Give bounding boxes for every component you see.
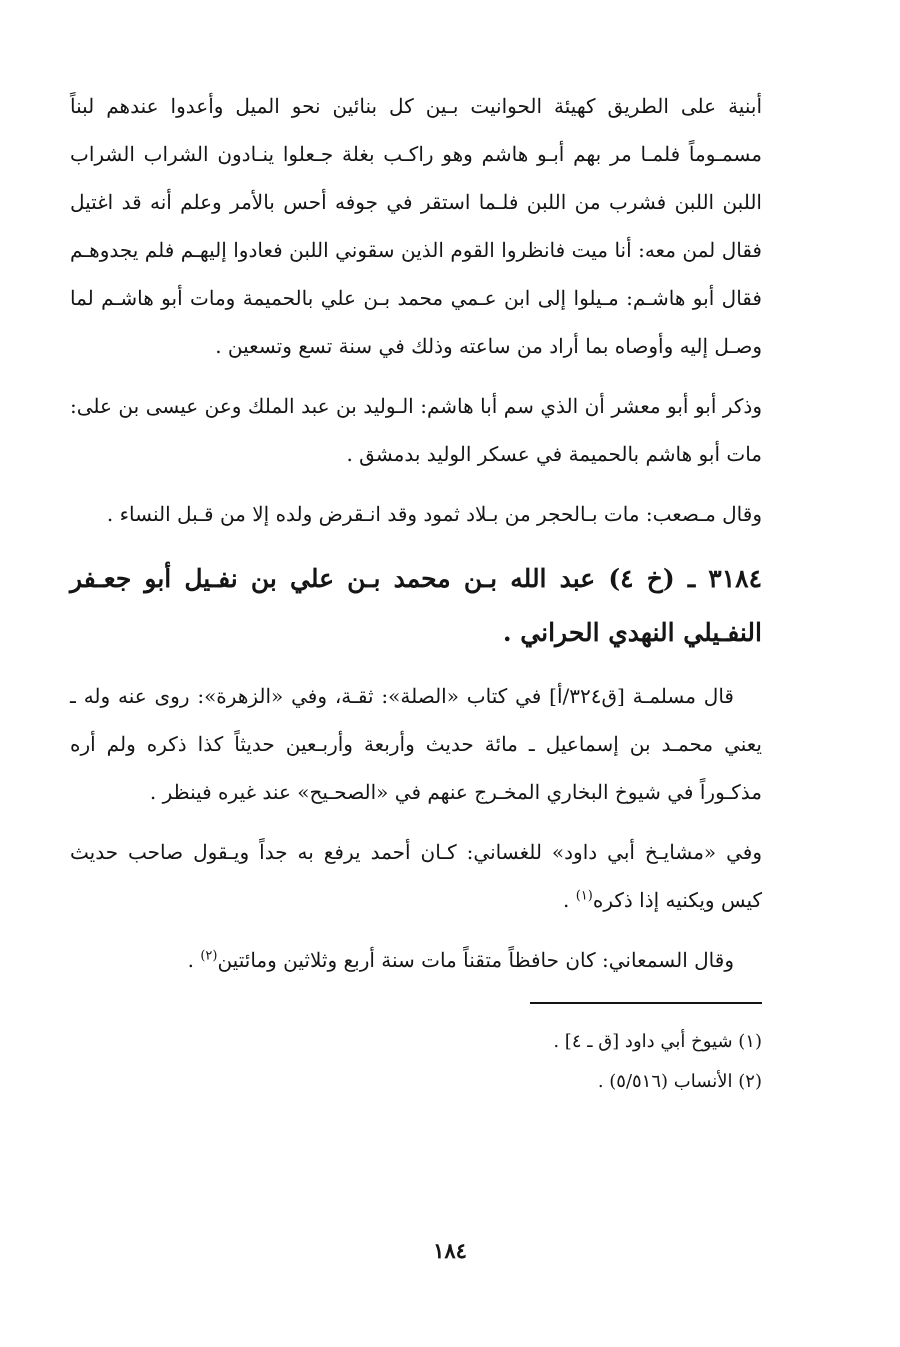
text-paragraph: وقال مـصعب: مات بـالحجر من بـلاد ثمود وقد انـقرض ولده إلا من قـبل النساء .	[106, 502, 762, 526]
footnote: (١) شيوخ أبي داود [ق ـ ٤] .	[553, 1031, 762, 1052]
text-paragraph	[70, 936, 762, 984]
paragraph-text: وقال السمعاني: كان حافظاً متقناً مات سنة أربع وثلاثين ومائتين	[217, 948, 734, 972]
page-number: ١٨٤	[433, 1238, 467, 1263]
footnote-ref: (٢)	[200, 948, 218, 964]
footnote: (٢) الأنساب (٥/٥١٦) .	[597, 1071, 762, 1092]
footnote-divider	[530, 1002, 762, 1004]
paragraph-end: .	[187, 948, 201, 972]
footnotes	[70, 1022, 762, 1102]
footnote-ref: (١)	[575, 888, 593, 904]
text-paragraph: أبنية على الطريق كهيئة الحوانيت بـين كل بنائين نحو الميل وأعدوا عندهم لبناً مسمـوماً فلمـا مر بهم أبـو هاشم وهو راكـب بغلة جـعلوا ينـادون الشراب الشراب اللبن اللبن فشرب من اللبن فلـما استقر في جوفه أحس بالأمر وعلم أنه قد اغتيل فقال لمن معه: أنا ميت فانظروا القوم الذين سقوني اللبن فعادوا إليهـم فلم يجدوهـم فقال أبو هاشـم: مـيلوا إلى ابن عـمي محمد بـن علي بالحميمة ومات أبو هاشـم لما وصـل إليه وأوصاه بما أراد من ساعته وذلك في سنة تسع وتسعين .	[70, 94, 762, 358]
text-paragraph	[70, 828, 762, 924]
paragraph-end: .	[562, 888, 576, 912]
text-paragraph: قال مسلمـة [ق٣٢٤/أ] في كتاب «الصلة»: ثقـة، وفي «الزهرة»: روى عنه وله ـ يعني محمـد بن إسماعيل ـ مائة حديث وأربعة وأربـعين حديثاً كذا ذكره ولم أره مذكـوراً في شيوخ البخاري المخـرج عنهم في «الصحـيح» عند غيره فينظر .	[70, 684, 762, 804]
paragraph-text: وفي «مشايـخ أبي داود» للغساني: كـان أحمد يرفع به جداً ويـقول صاحب حديث كيس ويكنيه إذا ذكره	[70, 840, 762, 912]
entry-heading: ٣١٨٤ ـ (خ ٤) عبد الله بـن محمد بـن علي بن نفـيل أبو جعـفر النفـيلي النهدي الحراني .	[70, 564, 762, 647]
text-paragraph: وذكر أبو أبو معشر أن الذي سم أبا هاشم: الـوليد بن عبد الملك وعن عيسى بن على: مات أبو هاشم بالحميمة في عسكر الوليد بدمشق .	[70, 394, 762, 466]
